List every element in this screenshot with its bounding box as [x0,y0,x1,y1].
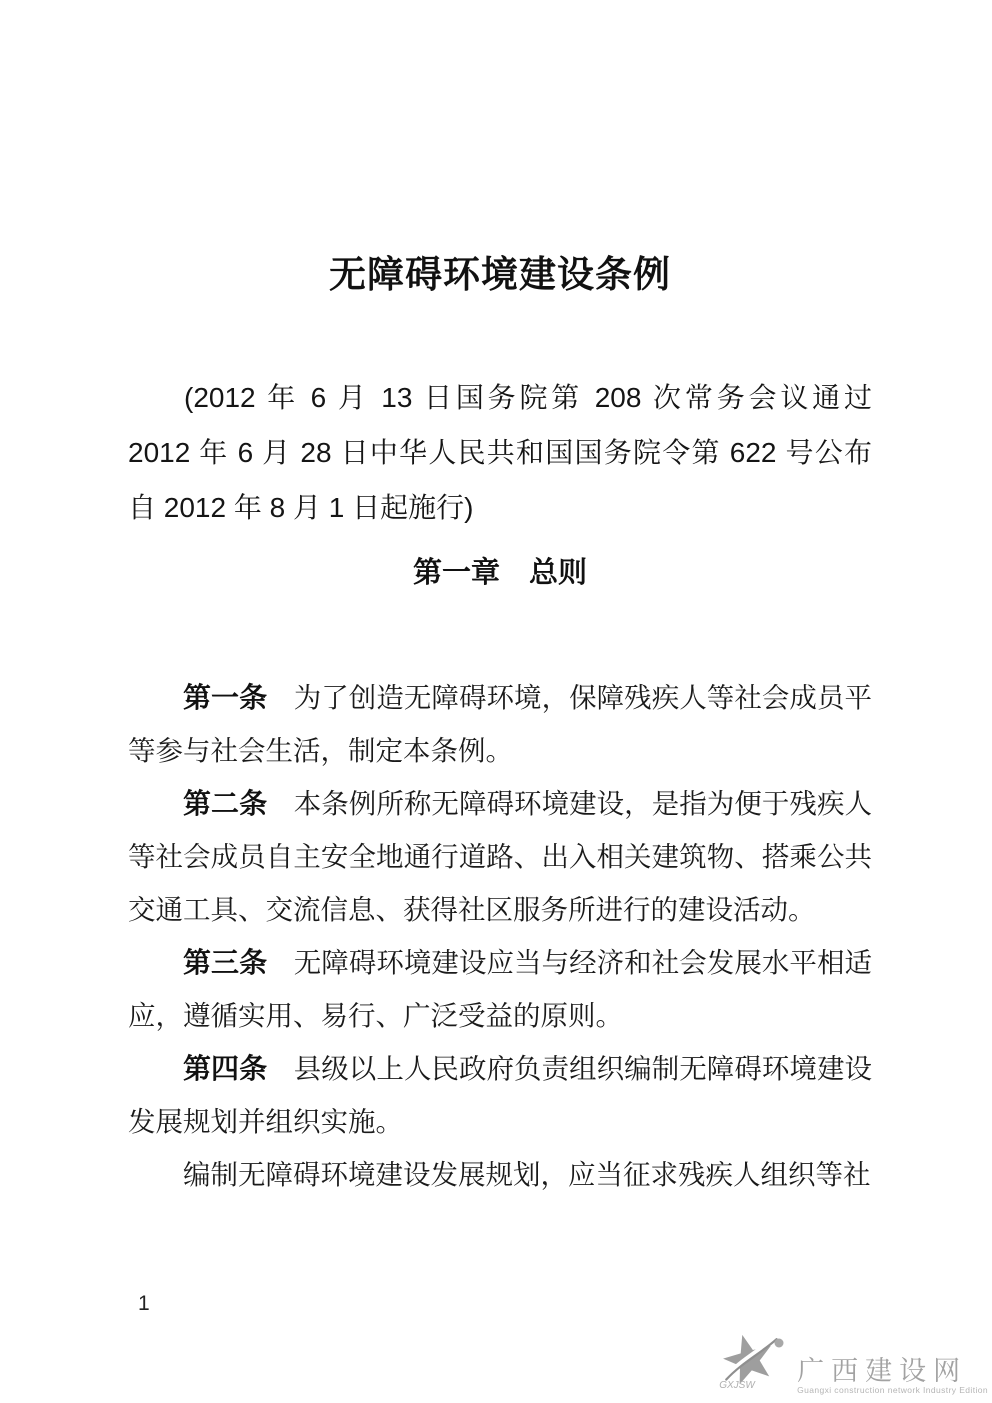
article-text-1: 为了创造无障碍环境，保障残疾人等社会成员平等参与社会生活，制定本条例。 [128,682,872,766]
articles-section [128,671,872,1201]
preamble-paragraph: (2012 年 6 月 13 日国务院第 208 次常务会议通过 2012 年 6 月 28 日中华人民共和国国务院令第 622 号公布 自 2012 年 8 月 1 日起施行) [128,382,901,523]
site-watermark [715,1330,988,1397]
chapter-heading: 第一章 总则 [412,557,587,589]
document-title: 无障碍环境建设条例 [329,254,671,295]
article-text-3: 无障碍环境建设应当与经济和社会发展水平相适应，遵循实用、易行、广泛受益的原则。 [128,947,872,1031]
article-text-4: 县级以上人民政府负责组织编制无障碍环境建设发展规划并组织实施。 [128,1053,872,1137]
document-content [128,0,901,1201]
article-paragraph-2 [128,777,872,936]
star-logo-icon [715,1330,793,1397]
article-label-2: 第二条 [183,788,268,819]
article-label-3: 第三条 [183,947,268,978]
article-paragraph-3 [128,936,872,1042]
article-label-1: 第一条 [183,682,268,713]
logo-text: GXJSW [719,1380,755,1391]
page-number: 1 [138,1292,150,1315]
article-paragraph-1 [128,671,872,777]
watermark-tagline: Guangxi construction network Industry Edition [797,1385,988,1395]
watermark-site-name: 广西建设网 [797,1356,968,1386]
article-text-2: 本条例所称无障碍环境建设，是指为便于残疾人等社会成员自主安全地通行道路、出入相关建筑物、搭乘公共交通工具、交流信息、获得社区服务所进行的建设活动。 [128,788,872,925]
article-paragraph-4 [128,1042,872,1148]
article-label-4: 第四条 [183,1053,268,1084]
continuation-paragraph: 编制无障碍环境建设发展规划，应当征求残疾人组织等社 [183,1159,871,1190]
